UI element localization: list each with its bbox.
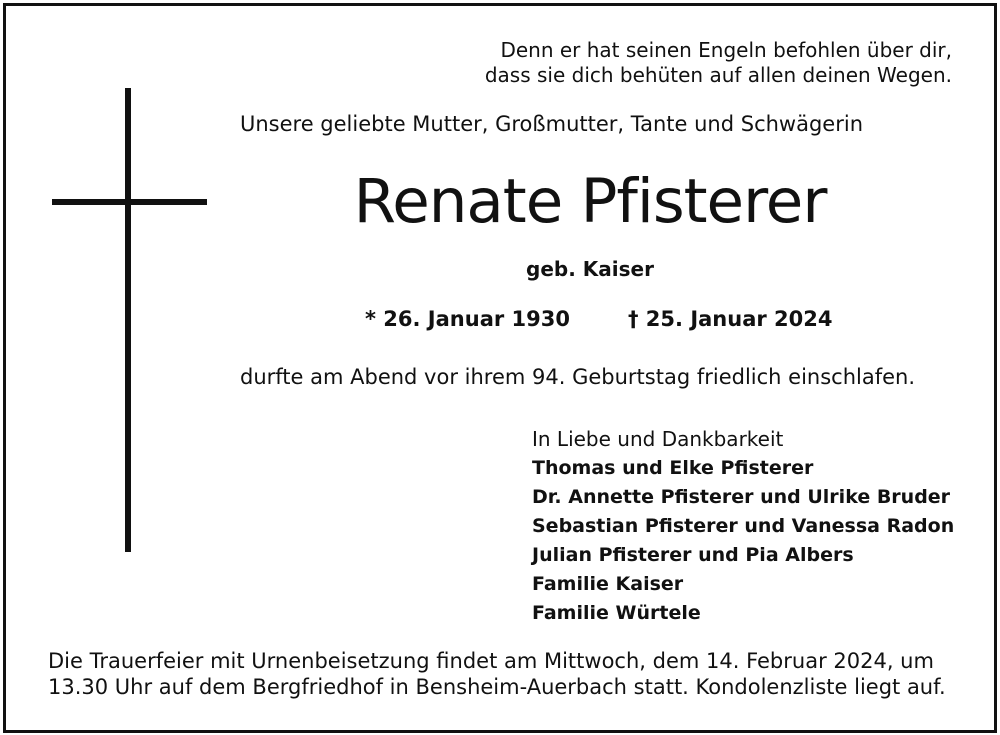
- mourner-item: Sebastian Pfisterer und Vanessa Radon: [532, 515, 955, 537]
- bible-verse: [480, 38, 952, 88]
- passing-message: durfte am Abend vor ihrem 94. Geburtstag friedlich einschlafen.: [240, 365, 916, 389]
- mourners-list: [532, 454, 972, 628]
- maiden-name: geb. Kaiser: [526, 257, 654, 281]
- mourner-item: Dr. Annette Pfisterer und Ulrike Bruder: [532, 486, 951, 508]
- verse-line-2: dass sie dich behüten auf allen deinen Wegen.: [484, 63, 952, 87]
- deceased-name: Renate Pfisterer: [353, 166, 827, 237]
- mourner-item: Familie Würtele: [532, 602, 701, 624]
- birth-date: * 26. Januar 1930: [365, 307, 570, 331]
- mourner-item: Thomas und Elke Pfisterer: [532, 457, 814, 479]
- cross-vertical-bar: [125, 88, 131, 552]
- funeral-line-2: 13.30 Uhr auf dem Bergfriedhof in Bensheim-Auerbach statt. Kondolenzliste liegt auf.: [48, 675, 946, 699]
- death-date: † 25. Januar 2024: [628, 307, 833, 331]
- cross-horizontal-bar: [52, 199, 207, 205]
- funeral-notice: [48, 648, 968, 700]
- intro-text: Unsere geliebte Mutter, Großmutter, Tante und Schwägerin: [240, 112, 864, 136]
- mourner-item: Julian Pfisterer und Pia Albers: [532, 544, 854, 566]
- verse-line-1: Denn er hat seinen Engeln befohlen über dir,: [500, 38, 952, 62]
- mourners-block: [532, 425, 972, 628]
- funeral-line-1: Die Trauerfeier mit Urnenbeisetzung findet am Mittwoch, dem 14. Februar 2024, um: [48, 649, 934, 673]
- mourner-item: Familie Kaiser: [532, 573, 684, 595]
- signoff-label: In Liebe und Dankbarkeit: [532, 427, 784, 451]
